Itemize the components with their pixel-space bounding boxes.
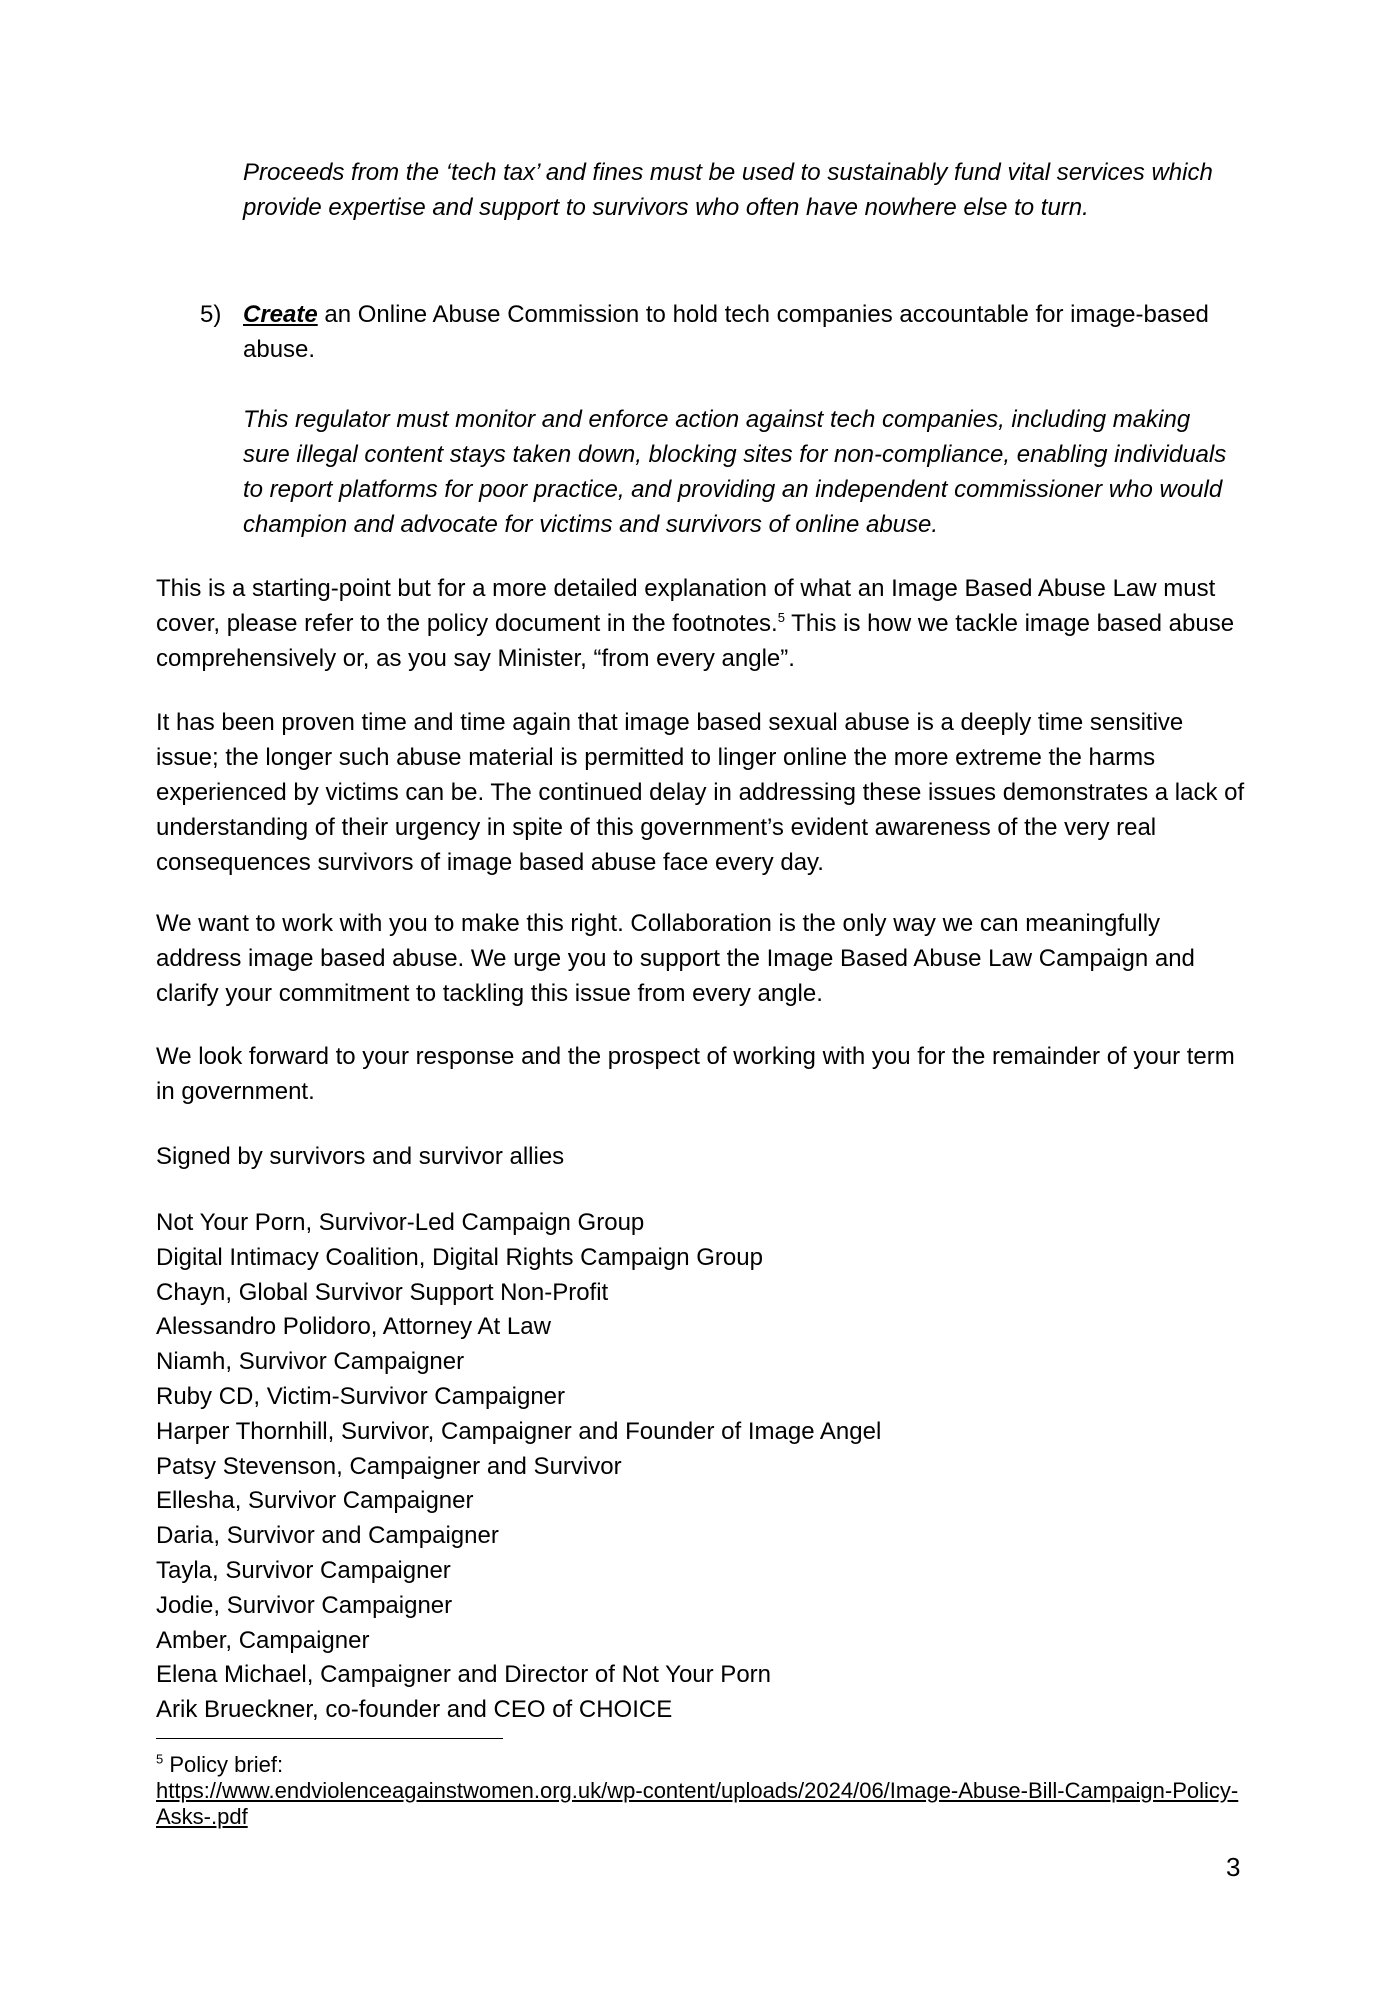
signatory: Elena Michael, Campaigner and Director of Not Your Porn (156, 1661, 771, 1689)
list-item-number: 5) (200, 301, 222, 328)
signatory: Digital Intimacy Coalition, Digital Rights Campaign Group (156, 1243, 763, 1271)
signed-by-line: Signed by survivors and survivor allies (156, 1143, 565, 1170)
footnote (156, 1752, 1246, 1830)
starting-point-paragraph (156, 571, 1246, 676)
signatory: Harper Thornhill, Survivor, Campaigner and Founder of Image Angel (156, 1417, 882, 1445)
starting-point-text-after: This is how we tackle image based abuse comprehensively or, as you say Minister, “from every angle”. (156, 610, 1235, 672)
create-verb: Create (243, 301, 318, 328)
list-item-5-text: an Online Abuse Commission to hold tech companies accountable for image-based abuse. (243, 301, 1209, 363)
signatory: Amber, Campaigner (156, 1626, 370, 1654)
policy-brief-link[interactable]: https://www.endviolenceagainstwomen.org.uk/wp-content/uploads/2024/06/Image-Abuse-Bill-Campaign-Policy-Asks-.pdf (156, 1778, 1239, 1829)
signatory: Patsy Stevenson, Campaigner and Survivor (156, 1452, 622, 1480)
page-number: 3 (1226, 1852, 1241, 1882)
signatory: Tayla, Survivor Campaigner (156, 1556, 451, 1584)
signatory: Ellesha, Survivor Campaigner (156, 1487, 474, 1515)
footnote-divider (156, 1738, 503, 1739)
starting-point-text-before: This is a starting-point but for a more detailed explanation of what an Image Based Abuse Law must cover, please refer to the policy document in the footnotes. (156, 575, 1216, 637)
list-item-5 (243, 297, 1243, 367)
signatory: Jodie, Survivor Campaigner (156, 1591, 453, 1619)
signatory: Arik Brueckner, co-founder and CEO of CHOICE (156, 1696, 673, 1724)
tech-tax-paragraph: Proceeds from the ‘tech tax’ and fines must be used to sustainably fund vital services which provide expertise and support to survivors who often have nowhere else to turn. (243, 159, 1213, 221)
footnote-number: 5 (156, 1751, 164, 1767)
signatory-list (156, 1206, 881, 1728)
collaboration-paragraph: We want to work with you to make this right. Collaboration is the only way we can meaningfully address image based abuse. We urge you to support the Image Based Abuse Law Campaign and clarify your commitment to tackling this issue from every angle. (156, 910, 1195, 1007)
footnote-label: Policy brief: (163, 1752, 284, 1777)
closing-paragraph: We look forward to your response and the prospect of working with you for the remainder of your term in government. (156, 1043, 1235, 1105)
time-sensitive-paragraph: It has been proven time and time again that image based sexual abuse is a deeply time sensitive issue; the longer such abuse material is permitted to linger online the more extreme the harms experienced by victims can be. The continued delay in addressing these issues demonstrates a lack of understanding of their urgency in spite of this government’s evident awareness of the very real consequences survivors of image based abuse face every day. (156, 709, 1245, 876)
signatory: Ruby CD, Victim-Survivor Campaigner (156, 1382, 566, 1410)
signatory: Alessandro Polidoro, Attorney At Law (156, 1313, 551, 1341)
signatory: Daria, Survivor and Campaigner (156, 1522, 499, 1550)
footnote-reference[interactable]: 5 (777, 610, 785, 625)
regulator-paragraph: This regulator must monitor and enforce action against tech companies, including making sure illegal content stays taken down, blocking sites for non-compliance, enabling individuals to report platforms for poor practice, and providing an independent commissioner who would champion and advocate for victims and survivors of online abuse. (243, 406, 1227, 538)
signatory: Niamh, Survivor Campaigner (156, 1348, 465, 1376)
signatory: Chayn, Global Survivor Support Non-Profit (156, 1278, 609, 1306)
footnote-label-line (156, 1752, 1246, 1778)
signatory: Not Your Porn, Survivor-Led Campaign Group (156, 1209, 645, 1236)
